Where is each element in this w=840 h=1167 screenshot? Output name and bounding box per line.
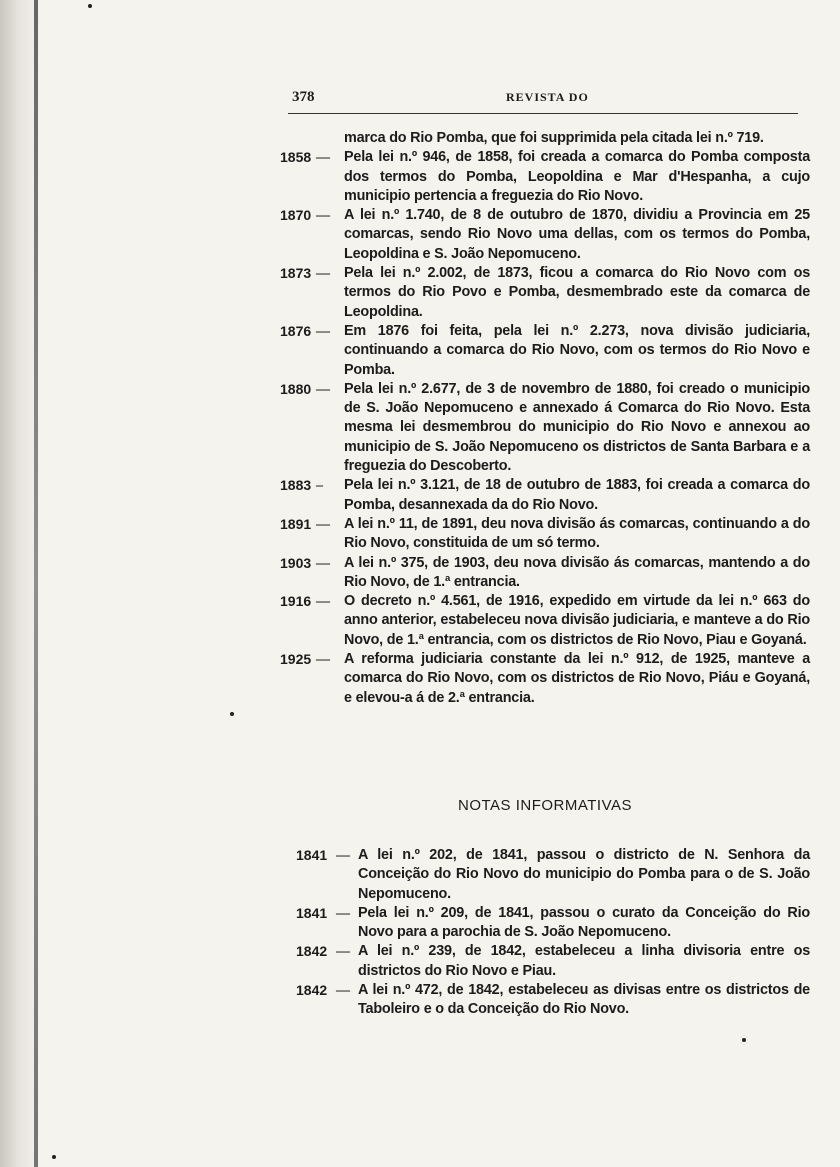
entry-year: 1903 (280, 554, 312, 571)
note-entry (280, 981, 810, 1020)
entry-dash: — (316, 323, 330, 339)
entry-dash: — (316, 516, 330, 532)
entry-text: O decreto n.º 4.561, de 1916, expedido em virtude da lei n.º 663 do anno anterior, estabeleceu nova divisão judiciaria, e manteve a do Rio Novo, de 1.ª entrancia, com os districtos de Rio Novo, Piau e Goyaná. (344, 593, 810, 648)
entry-text: A lei n.º 11, de 1891, deu nova divisão ás comarcas, continuando a do Rio Novo, constituida de um só termo. (344, 515, 810, 552)
chronology-entry (280, 148, 810, 206)
entry-text: Pela lei n.º 2.002, de 1873, ficou a comarca do Rio Novo com os termos do Rio Povo e Pomba, desmembrado este da comarca de Leopoldina. (344, 265, 810, 320)
entry-text: marca do Rio Pomba, que foi supprimida pela citada lei n.º 719. (344, 130, 764, 146)
entry-text: Pela lei n.º 209, de 1841, passou o curato da Conceição do Rio Novo para a parochia de S. João Nepomuceno. (358, 904, 810, 941)
chronology-entry (280, 515, 810, 554)
entry-dash: — (336, 905, 350, 921)
entry-dash: — (316, 555, 330, 571)
chronology-entry (280, 554, 810, 593)
scan-speck (88, 4, 92, 8)
chronology-entry (280, 380, 810, 476)
scan-speck (52, 1155, 56, 1159)
note-entry (280, 942, 810, 981)
chronology-entry (280, 129, 810, 148)
entry-text: A lei n.º 1.740, de 8 de outubro de 1870, dividiu a Provincia em 25 comarcas, sendo Rio Novo uma dellas, com os termos do Pomba, Leopoldina e S. João Nepomuceno. (344, 207, 810, 262)
chronology-entry (280, 650, 810, 708)
entry-dash: — (316, 150, 330, 166)
entry-dash: — (336, 983, 350, 999)
entry-dash: – (316, 478, 323, 494)
entry-year: 1873 (280, 265, 312, 282)
entry-dash: — (316, 652, 330, 668)
entry-dash: — (316, 594, 330, 610)
entry-year: 1880 (280, 380, 312, 397)
section-title: NOTAS INFORMATIVAS (457, 797, 632, 814)
page-header (288, 87, 798, 114)
chronology-entry (280, 264, 810, 322)
entry-text: Pela lei n.º 3.121, de 18 de outubro de 1883, foi creada a comarca do Pomba, desannexada da do Rio Novo. (344, 477, 810, 513)
chronology-entry (280, 206, 810, 264)
entry-dash: — (316, 381, 330, 397)
entry-year: 1841 (296, 847, 328, 863)
entry-text: Em 1876 foi feita, pela lei n.º 2.273, nova divisão judiciaria, continuando a comarca do Rio Novo, com os termos do Rio Novo e Pomba. (344, 322, 810, 378)
page-number: 378 (292, 89, 315, 105)
entry-text: A lei n.º 239, de 1842, estabeleceu a linha divisoria entre os districtos do Rio Novo e Piau. (358, 943, 810, 979)
binding-line (34, 0, 38, 1167)
note-entry (280, 904, 810, 943)
entry-text: Pela lei n.º 2.677, de 3 de novembro de 1880, foi creado o municipio de S. João Nepomuceno e annexado á Comarca do Rio Novo. Esta mesma lei desmembrou do municipio do Rio Novo e annexou ao municipio de S. João Nepomuceno os districtos de Santa Barbara e a freguezia do Descoberto. (344, 380, 810, 475)
entry-year: 1842 (296, 943, 328, 960)
entry-year: 1841 (296, 904, 328, 921)
note-entry (280, 846, 810, 904)
entry-year: 1842 (296, 982, 328, 999)
entry-year: 1858 (280, 149, 312, 166)
entry-text: Pela lei n.º 946, de 1858, foi creada a comarca do Pomba composta dos termos do Pomba, Leopoldina e Mar d'Hespanha, a cujo municipio pertencia a freguezia do Rio Novo. (344, 149, 810, 204)
entry-year: 1891 (280, 515, 312, 532)
entry-text: A lei n.º 472, de 1842, estabeleceu as divisas entre os districtos de Taboleiro e o da Conceição do Rio Novo. (358, 982, 810, 1018)
entry-year: 1916 (280, 593, 312, 610)
entry-year: 1883 (280, 477, 312, 494)
entry-dash: — (316, 208, 330, 224)
entry-text: A lei n.º 202, de 1841, passou o districto de N. Senhora da Conceição do Rio Novo do municipio do Pomba para o de S. João Nepomuceno. (358, 847, 810, 902)
scan-speck (230, 712, 234, 716)
entry-year: 1876 (280, 322, 312, 339)
entry-dash: — (336, 848, 350, 863)
chronology-entry (280, 322, 810, 380)
chronology-entry (280, 476, 810, 515)
entry-dash: — (316, 266, 330, 282)
running-head: REVISTA DO (506, 90, 589, 104)
entry-dash: — (336, 944, 350, 960)
entry-text: A reforma judiciaria constante da lei n.º 912, de 1925, manteve a comarca do Rio Novo, com os districtos de Rio Novo, Piáu e Goyaná, e elevou-a á de 2.ª entrancia. (344, 651, 810, 706)
chronology-list (280, 129, 810, 708)
entry-text: A lei n.º 375, de 1903, deu nova divisão ás comarcas, mantendo a do Rio Novo, de 1.ª entrancia. (344, 554, 810, 590)
scan-speck (742, 1038, 746, 1042)
entry-year: 1870 (280, 207, 312, 224)
notes-list (280, 846, 810, 1020)
entry-year: 1925 (280, 651, 312, 668)
chronology-entry (280, 592, 810, 650)
